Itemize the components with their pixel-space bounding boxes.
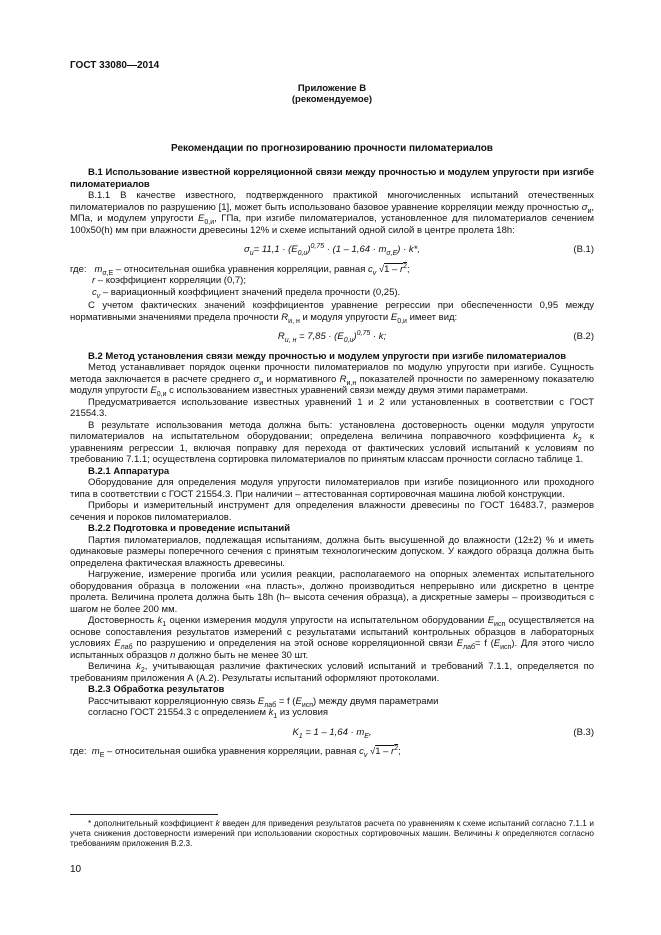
- paragraph-b22-reliability: Достоверность $k_1$ оценки измерения модуля упругости на испытательном оборудовании $E_{исп}$ осуществляется на основе сопоставления результатов измерений с результатами испытаний контрольных образцов в лабораторных условиях $E_{лаб}$ по разрушению и определения на этой основе корреляционной связи $E_{лаб}= f$ $(E_{исп})$. Для этого число испытанных образцов n должно быть не менее 30 шт.: [70, 615, 594, 661]
- formula-b3-expression: $K_1 = 1 - 1,64 \cdot m_E$,: [292, 726, 372, 740]
- paragraph-b22-k2: Величина $k_2$, учитывающая различие фактических условий испытаний и требований 7.1.1, определяется по требованиям приложения А (А.2). Результаты испытаний оформляют протоколами.: [70, 661, 594, 684]
- legend-line-r: r – коэффициент корреляции (0,7);: [92, 275, 246, 286]
- paragraph-b2-result: В результате использования метода должна быть: установлена достоверность оценки модуля упругости пиломатериалов на испытательном оборудовании; определена величина поправочного коэффициента $k_2$ к уравнениям регрессии 1, включая поправку для перехода от фактических условий испытаний к условиям по требованию 7.1.1; осуществлена сортировка пиломатериалов по принятым классам прочности согласно таблице 1.: [70, 419, 595, 465]
- formula-b1-legend: [70, 264, 594, 299]
- page-number: 10: [70, 864, 82, 875]
- legend-line-m: где: $m_{\sigma,E}$ – относительная ошибка уравнения корреляции, равная $c_v$ $√1 - r^2$;: [70, 262, 410, 277]
- formula-b3-label: (В.3): [573, 726, 594, 738]
- formula-b2-expression: $R_{и, н} = 7,85 \cdot (E_{0,и})^{0,75} \cdot k$;: [277, 329, 387, 344]
- formula-b2-label: (В.2): [573, 331, 594, 342]
- footnote-block: [70, 814, 594, 850]
- paragraph-b2-method: Метод устанавливает порядок оценки прочности пиломатериалов по модулю упругости при изгибе. Сущность метода заключается в расчете среднего $\sigma_и$ и нормативного $R_{и,н}$ показателей прочности по замеренному показателю модуля упругости $E_{0,и}$ с использованием известных уравнений связи между двумя этими параметрами.: [70, 362, 595, 398]
- appendix-block: [70, 83, 594, 106]
- paragraph-b21-instruments: Приборы и измерительный инструмент для определения влажности древесины по ГОСТ 16483.7, размеров сечения и пороков пиломатериалов.: [70, 500, 594, 523]
- formula-b1-row: [70, 244, 594, 256]
- formula-b3-legend: [70, 746, 594, 758]
- section-b2-heading: В.2 Метод установления связи между прочностью и модулем упругости при изгибе пиломатериалов: [88, 350, 567, 362]
- formula-b1-label: (В.1): [573, 244, 594, 255]
- appendix-subtitle: (рекомендуемое): [291, 94, 373, 105]
- legend-line-me: где: $m_E$ – относительная ошибка уравнения корреляции, равная $c_v$ $√1 - r^2$;: [70, 744, 401, 759]
- paragraph-b23-correlation: Рассчитывают корреляционную связь $E_{лаб} = f$ $(E_{исп})$ между двумя параметрами: [88, 695, 439, 709]
- formula-b1-expression: $\sigma_и= 11,1 \cdot (E_{0,и})^{0,75} \cdot (1 - 1,64 \cdot m_{\sigma,E}) \cdot k*$,: [244, 242, 420, 257]
- document-code: ГОСТ 33080—2014: [70, 60, 160, 71]
- section-b1-heading: В.1 Использование известной корреляционной связи между прочностью и модулем упругости при изгибе пиломатериалов: [70, 167, 594, 190]
- paragraph-b21-equipment: Оборудование для определения модуля упругости пиломатериалов при изгибе позиционного или проходного типа в соответствии с ГОСТ 21554.3. При наличии – аттестованная сортировочная машина любой конструкции.: [70, 477, 594, 500]
- legend-line-cv: $c_v$ – вариационный коэффициент значений предела прочности (0,25).: [92, 286, 401, 300]
- paragraph-b22-batch: Партия пиломатериалов, подлежащая испытаниям, должна быть высушенной до влажности (12±2) % и иметь одинаковые размеры поперечного сечения с принятым технологическим допуском. У каждого образца должна быть определена фактическая влажность древесины.: [70, 534, 594, 569]
- section-b22-heading: В.2.2 Подготовка и проведение испытаний: [88, 523, 291, 534]
- paragraph-b11: В.1.1 В качестве известного, подтвержденного практикой многочисленных испытаний отечественных пиломатериалов по разрушению [1], может быть использовано базовое уравнение корреляции между прочностью $\sigma_и$, МПа, и модулем упругости $E_{0,и}$, ГПа, при изгибе пиломатериалов, установленное для пиломатериалов сечением 100х50(h) мм при влажности древесины 12% и схеме испытаний одной силой в центре пролета 18h:: [70, 190, 594, 236]
- formula-b2-row: [70, 331, 594, 343]
- formula-b3-row: [70, 727, 594, 739]
- paragraph-b23-gost: согласно ГОСТ 21554.3 с определением $k_1$ из условия: [88, 707, 329, 720]
- paragraph-b2-equations: Предусматривается использование известных уравнений 1 и 2 или установленных в соответствии с ГОСТ 21554.3.: [70, 396, 594, 419]
- section-b21-heading: В.2.1 Аппаратура: [88, 465, 170, 477]
- section-b23-heading: В.2.3 Обработка результатов: [88, 684, 225, 695]
- page-content: [70, 60, 594, 760]
- footnote-text: * дополнительный коэффициент k введен для приведения результатов расчета по уравнениям к схеме испытаний согласно 7.1.1 и учета снижения достоверности измерений при использовании скоростных сортировочных машин. Величины k определяются согласно требованиям приложения В.2.3.: [70, 819, 594, 849]
- footnote-divider: [70, 814, 218, 815]
- paragraph-regression: С учетом фактических значений коэффициентов уравнение регрессии при обеспеченности 0,95 между нормативными значениями предела прочности $R_{и, н}$ и модуля упругости $E_{0,и}$ имеет вид:: [70, 300, 594, 325]
- paragraph-b22-loading: Нагружение, измерение прогиба или усилия реакции, располагаемого на опорных элементах испытательного оборудования образца в положении «на пласть», должно производиться непрерывно или дискретно в центре пролета. Величина пролета должна быть 18h (h– высота сечения образца), а дискретные замеры – производиться с шагом не более 200 мм.: [70, 569, 594, 615]
- appendix-title: Приложение В: [297, 82, 367, 94]
- page-title: Рекомендации по прогнозированию прочности пиломатериалов: [171, 142, 493, 154]
